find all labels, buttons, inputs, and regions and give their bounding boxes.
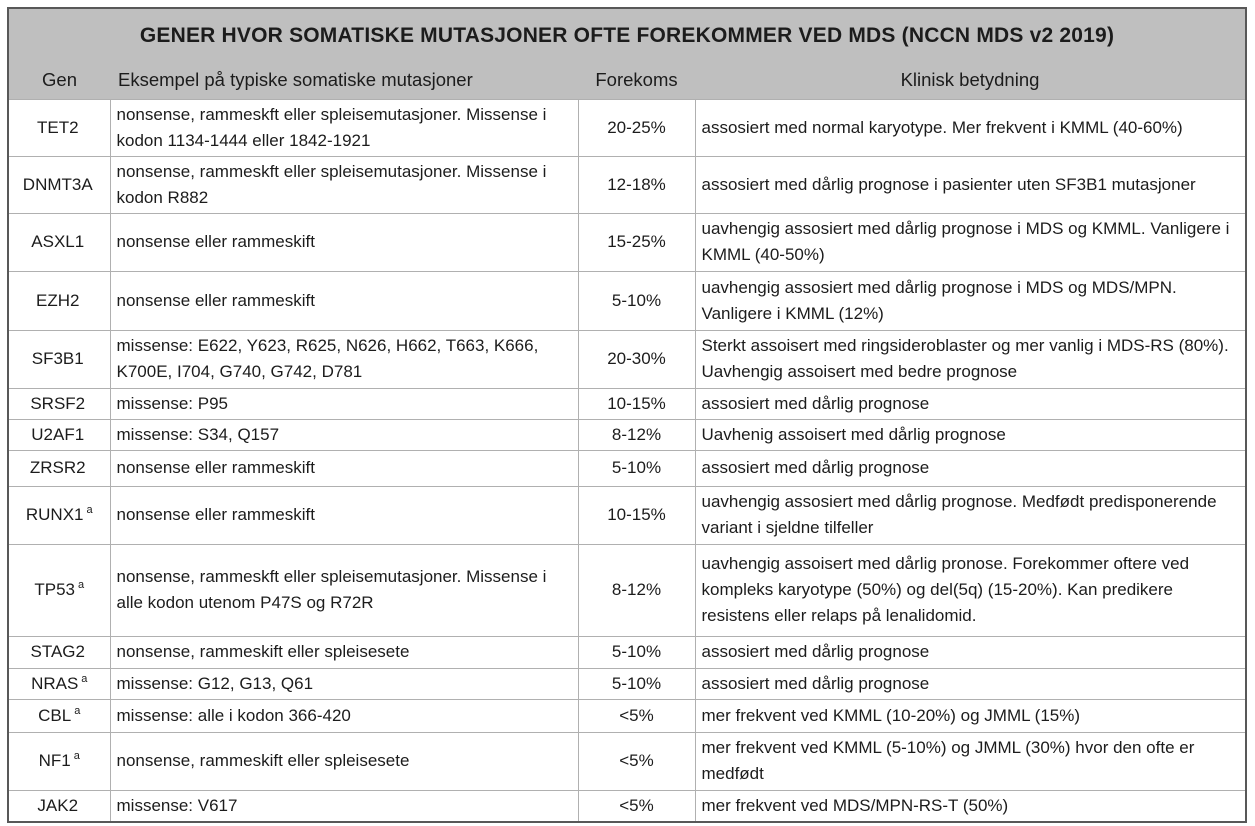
gene-cell	[8, 636, 110, 668]
gene-cell	[8, 668, 110, 699]
significance-cell: mer frekvent ved KMML (5-10%) og JMML (30%) hvor den ofte er medfødt	[695, 732, 1246, 790]
frequency-cell: 8-12%	[578, 544, 695, 636]
frequency-cell: 5-10%	[578, 450, 695, 486]
frequency-cell: <5%	[578, 699, 695, 732]
mutations-cell: missense: P95	[110, 388, 578, 419]
gene-name: NRAS	[31, 673, 79, 693]
significance-cell: assosiert med dårlig prognose	[695, 668, 1246, 699]
significance-cell: mer frekvent ved MDS/MPN-RS-T (50%)	[695, 790, 1246, 822]
table-row	[8, 790, 1246, 822]
column-header-mutations: Eksempel på typiske somatiske mutasjoner	[110, 62, 578, 99]
gene-cell	[8, 544, 110, 636]
title-row	[8, 8, 1246, 62]
gene-name: EZH2	[36, 290, 80, 310]
table-title: GENER HVOR SOMATISKE MUTASJONER OFTE FOREKOMMER VED MDS (NCCN MDS v2 2019)	[8, 8, 1246, 62]
mutations-cell: nonsense eller rammeskift	[110, 271, 578, 330]
frequency-cell: <5%	[578, 732, 695, 790]
significance-cell: uavhengig assosiert med dårlig prognose. Medfødt predisponerende variant i sjeldne tilfeller	[695, 486, 1246, 544]
mutations-cell: missense: alle i kodon 366-420	[110, 699, 578, 732]
significance-cell: assosiert med dårlig prognose	[695, 450, 1246, 486]
table-row	[8, 330, 1246, 388]
frequency-cell: 8-12%	[578, 419, 695, 450]
mutations-cell: missense: G12, G13, Q61	[110, 668, 578, 699]
gene-cell	[8, 699, 110, 732]
frequency-cell: 20-30%	[578, 330, 695, 388]
frequency-cell: 10-15%	[578, 388, 695, 419]
gene-name: RUNX1	[25, 505, 84, 524]
mutations-cell: missense: S34, Q157	[110, 419, 578, 450]
significance-cell: uavhengig assosiert med dårlig prognose i MDS og KMML. Vanligere i KMML (40-50%)	[695, 213, 1246, 271]
mutations-cell: nonsense eller rammeskift	[110, 450, 578, 486]
significance-cell: Sterkt assoisert med ringsideroblaster og mer vanlig i MDS-RS (80%). Uavhengig assoisert med bedre prognose	[695, 330, 1246, 388]
gene-cell	[8, 271, 110, 330]
gene-name: TET2	[36, 117, 79, 137]
gene-cell	[8, 330, 110, 388]
gene-name: DNMT3A	[22, 174, 93, 194]
mutations-cell: missense: E622, Y623, R625, N626, H662, T663, K666, K700E, I704, G740, G742, D781	[110, 330, 578, 388]
gene-name: CBL	[38, 705, 72, 725]
significance-cell: uavhengig assosiert med dårlig prognose i MDS og MDS/MPN. Vanligere i KMML (12%)	[695, 271, 1246, 330]
column-header-frequency: Forekoms	[578, 62, 695, 99]
frequency-cell: 20-25%	[578, 99, 695, 156]
gene-cell	[8, 156, 110, 213]
significance-cell: Uavhenig assoisert med dårlig prognose	[695, 419, 1246, 450]
frequency-cell: 5-10%	[578, 668, 695, 699]
table-row	[8, 99, 1246, 156]
gene-name: JAK2	[37, 795, 79, 815]
table-row	[8, 213, 1246, 271]
frequency-cell: 5-10%	[578, 271, 695, 330]
column-header-row	[8, 62, 1246, 99]
gene-name: NF1	[38, 751, 71, 770]
gene-cell	[8, 99, 110, 156]
table-row	[8, 388, 1246, 419]
frequency-cell: 5-10%	[578, 636, 695, 668]
gene-name: U2AF1	[31, 424, 85, 444]
footnote-marker: a	[86, 504, 93, 517]
significance-cell: assosiert med normal karyotype. Mer frekvent i KMML (40-60%)	[695, 99, 1246, 156]
gene-cell	[8, 388, 110, 419]
significance-cell: assosiert med dårlig prognose i pasienter uten SF3B1 mutasjoner	[695, 156, 1246, 213]
mutations-cell: nonsense, rammeskft eller spleisemutasjoner. Missense i kodon R882	[110, 156, 578, 213]
table-row	[8, 486, 1246, 544]
table-row	[8, 419, 1246, 450]
gene-cell	[8, 213, 110, 271]
gene-name: TP53	[34, 580, 75, 599]
footnote-marker: a	[74, 704, 81, 717]
gene-cell	[8, 419, 110, 450]
mutations-cell: nonsense, rammeskft eller spleisemutasjoner. Missense i alle kodon utenom P47S og R72R	[110, 544, 578, 636]
footnote-marker: a	[73, 750, 80, 763]
mutations-cell: nonsense eller rammeskift	[110, 486, 578, 544]
table-row	[8, 156, 1246, 213]
frequency-cell: 10-15%	[578, 486, 695, 544]
mutations-cell: nonsense, rammeskft eller spleisemutasjoner. Missense i kodon 1134-1444 eller 1842-1921	[110, 99, 578, 156]
gene-name: ASXL1	[31, 232, 85, 251]
table-row	[8, 450, 1246, 486]
table-row	[8, 544, 1246, 636]
table-row	[8, 732, 1246, 790]
mutations-cell: missense: V617	[110, 790, 578, 822]
gene-cell	[8, 450, 110, 486]
table-row	[8, 699, 1246, 732]
footnote-marker: a	[78, 579, 85, 592]
table-body	[8, 99, 1246, 822]
gene-cell	[8, 486, 110, 544]
significance-cell: uavhengig assoisert med dårlig pronose. Forekommer oftere ved kompleks karyotype (50%) og del(5q) (15-20%). Kan predikere resistens eller relaps på lenalidomid.	[695, 544, 1246, 636]
gene-mutation-table	[7, 7, 1247, 823]
significance-cell: assosiert med dårlig prognose	[695, 388, 1246, 419]
column-header-gen: Gen	[8, 62, 110, 99]
mutations-cell: nonsense, rammeskift eller spleisesete	[110, 732, 578, 790]
gene-cell	[8, 790, 110, 822]
table-row	[8, 668, 1246, 699]
gene-name: STAG2	[30, 642, 85, 661]
table-row	[8, 271, 1246, 330]
significance-cell: mer frekvent ved KMML (10-20%) og JMML (15%)	[695, 699, 1246, 732]
gene-cell	[8, 732, 110, 790]
footnote-marker: a	[81, 672, 88, 685]
mutations-cell: nonsense eller rammeskift	[110, 213, 578, 271]
frequency-cell: 12-18%	[578, 156, 695, 213]
frequency-cell: 15-25%	[578, 213, 695, 271]
frequency-cell: <5%	[578, 790, 695, 822]
table-header	[8, 8, 1246, 99]
table-row	[8, 636, 1246, 668]
column-header-significance: Klinisk betydning	[695, 62, 1246, 99]
gene-name: SF3B1	[31, 349, 84, 368]
significance-cell: assosiert med dårlig prognose	[695, 636, 1246, 668]
mutations-cell: nonsense, rammeskift eller spleisesete	[110, 636, 578, 668]
gene-name: ZRSR2	[29, 458, 86, 477]
gene-name: SRSF2	[30, 393, 86, 413]
